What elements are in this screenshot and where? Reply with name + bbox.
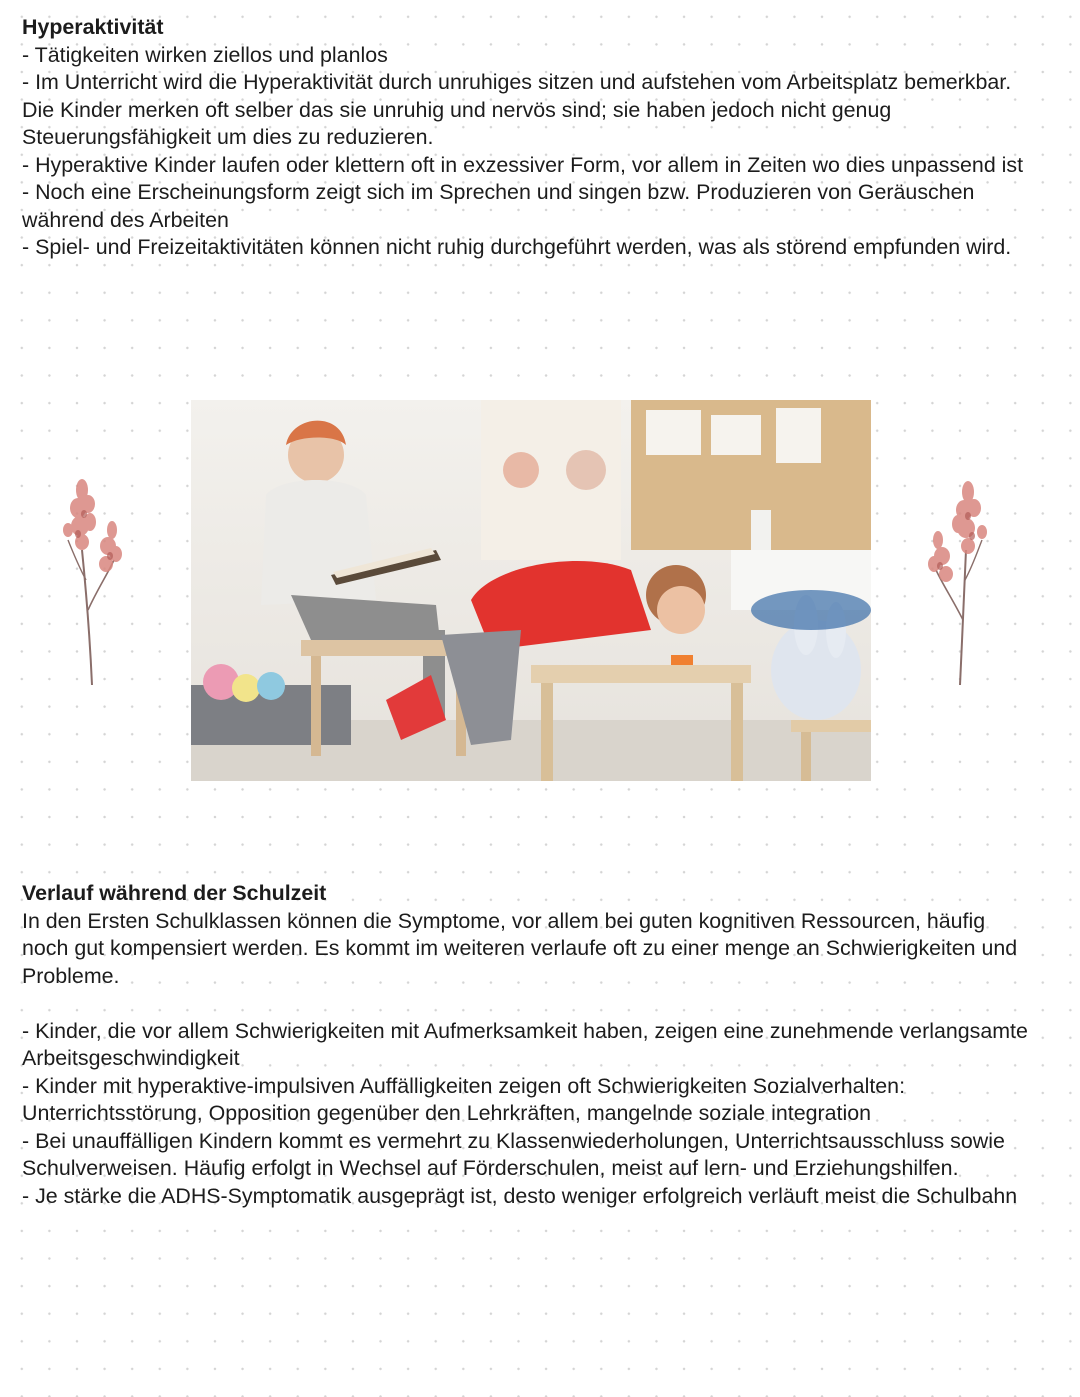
bullet-line: - Je stärke die ADHS-Symptomatik ausgeprägt ist, desto weniger erfolgreich verläuft meist die Schulbahn: [22, 1183, 1018, 1208]
bullet-line: - Tätigkeiten wirken ziellos und planlos: [22, 42, 388, 67]
paragraph-gap: [22, 990, 1037, 1018]
bullet-line: - Hyperaktive Kinder laufen oder klettern oft in exzessiver Form, vor allem in Zeiten wo dies unpassend ist: [22, 152, 1024, 177]
flower-branch-icon: [918, 470, 998, 690]
section-heading: Hyperaktivität: [22, 15, 164, 39]
bullet-line: - Kinder, die vor allem Schwierigkeiten mit Aufmerksamkeit haben, zeigen eine zunehmende verlangsamte Arbeitsgeschwindigkeit: [22, 1018, 1028, 1070]
classroom-photo: [191, 400, 871, 781]
bullet-line: - Bei unauffälligen Kindern kommt es vermehrt zu Klassenwiederholungen, Unterrichtsausschluss sowie Schulverweisen. Häufig erfolgt in Wechsel auf Förderschulen, meist auf lern- und Erziehungshilfen.: [22, 1128, 1005, 1180]
bullet-line: - Spiel- und Freizeitaktivitäten können nicht ruhig durchgeführt werden, was als störend empfunden wird.: [22, 235, 1012, 259]
bullet-line: - Kinder mit hyperaktive-impulsiven Auffälligkeiten zeigen oft Schwierigkeiten Sozialverhalten: Unterrichtsstörung, Opposition gegenüber den Lehrkräften, mangelnde soziale integration: [22, 1073, 906, 1125]
intro-paragraph: In den Ersten Schulklassen können die Symptome, vor allem bei guten kognitiven Ressourcen, häufig noch gut kompensiert werden. Es kommt im weiteren verlaufe oft zu einer menge an Schwierigkeiten und Probleme.: [22, 908, 1018, 988]
section-heading: Verlauf während der Schulzeit: [22, 881, 327, 905]
section-hyperaktivitaet: [22, 14, 1037, 262]
bullet-line: - Noch eine Erscheinungsform zeigt sich im Sprechen und singen bzw. Produzieren von Geräuschen während des Arbeiten: [22, 180, 975, 232]
bullet-line: - Im Unterricht wird die Hyperaktivität durch unruhiges sitzen und aufstehen vom Arbeitsplatz bemerkbar. Die Kinder merken oft selber das sie unruhig und nervös sind; sie haben jedoch nicht genug Steuerungsfähigkeit um dies zu reduzieren.: [22, 70, 1012, 149]
flower-branch-icon: [52, 470, 132, 690]
section-verlauf-schulzeit: [22, 880, 1037, 1210]
